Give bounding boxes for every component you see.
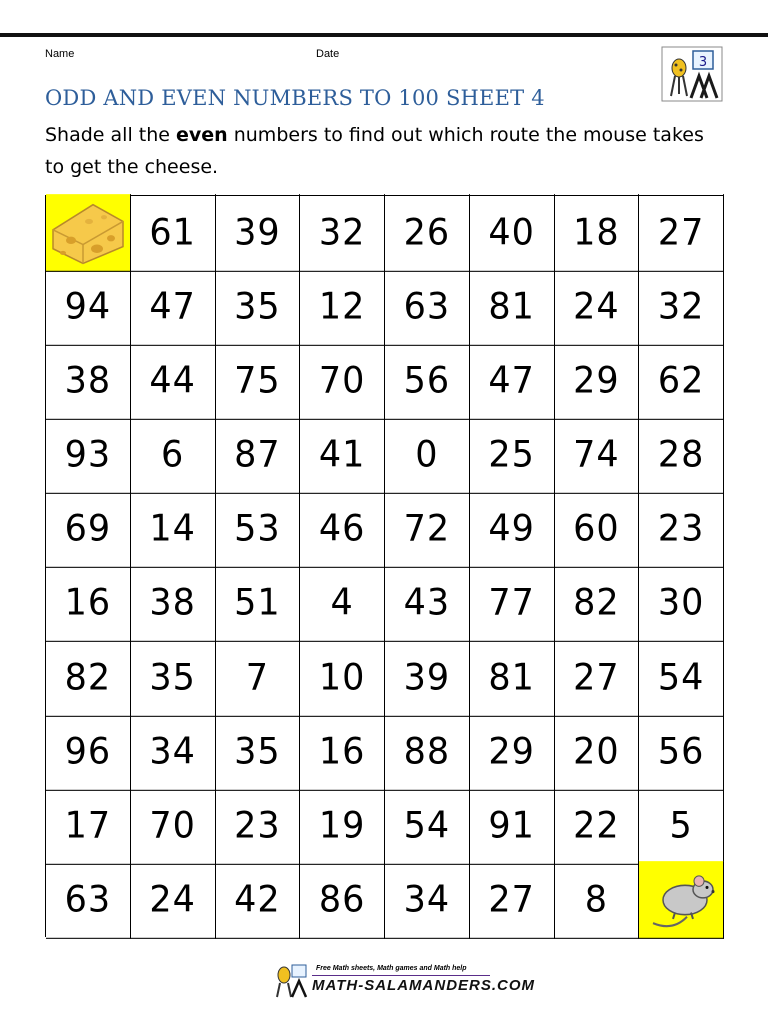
cheese-icon xyxy=(49,198,127,267)
grid-cell[interactable]: 51 xyxy=(216,565,301,643)
grid-cell[interactable]: 35 xyxy=(216,713,301,791)
grid-cell[interactable]: 61 xyxy=(131,194,216,272)
grid-cell[interactable]: 53 xyxy=(216,491,301,569)
grid-cell[interactable]: 29 xyxy=(470,713,555,791)
grid-cell[interactable]: 17 xyxy=(46,787,131,865)
grid-cell[interactable]: 88 xyxy=(385,713,470,791)
footer-site-link[interactable]: MATH-SALAMANDERS.COM xyxy=(312,977,536,994)
grid-cell[interactable]: 23 xyxy=(639,491,724,569)
grid-cell[interactable]: 30 xyxy=(639,565,724,643)
grid-cell[interactable]: 22 xyxy=(555,787,640,865)
grid-cell[interactable]: 27 xyxy=(639,194,724,272)
grid-cell[interactable]: 5 xyxy=(639,787,724,865)
grid-cell[interactable]: 96 xyxy=(46,713,131,791)
grid-cell[interactable]: 16 xyxy=(300,713,385,791)
instructions-emphasis: even xyxy=(176,124,228,146)
grid-cell[interactable]: 8 xyxy=(555,861,640,939)
instructions xyxy=(45,119,725,183)
grid-cell[interactable]: 35 xyxy=(131,639,216,717)
grid-cell[interactable]: 70 xyxy=(131,787,216,865)
grid-cell[interactable]: 70 xyxy=(300,342,385,420)
grid-cell[interactable]: 42 xyxy=(216,861,301,939)
grid-cell[interactable]: 54 xyxy=(385,787,470,865)
grid-cell[interactable]: 60 xyxy=(555,491,640,569)
grid-cell[interactable]: 20 xyxy=(555,713,640,791)
grid-cell[interactable]: 94 xyxy=(46,268,131,346)
grid-cell[interactable]: 43 xyxy=(385,565,470,643)
footer-salamander-icon xyxy=(272,963,310,999)
grid-cell[interactable]: 0 xyxy=(385,416,470,494)
grid-cell[interactable]: 34 xyxy=(131,713,216,791)
grid-cell[interactable]: 25 xyxy=(470,416,555,494)
grid-cell[interactable]: 47 xyxy=(131,268,216,346)
cheese-cell[interactable] xyxy=(46,194,131,272)
mouse-icon xyxy=(643,868,719,931)
mouse-cell[interactable] xyxy=(639,861,724,939)
instructions-before: Shade all the xyxy=(45,124,176,146)
grid-cell[interactable]: 47 xyxy=(470,342,555,420)
grid-cell[interactable]: 56 xyxy=(385,342,470,420)
grid-cell[interactable]: 86 xyxy=(300,861,385,939)
instructions-after: numbers to find out which route the mouse takes to get the cheese. xyxy=(45,124,704,178)
grid-cell[interactable]: 16 xyxy=(46,565,131,643)
grid-cell[interactable]: 62 xyxy=(639,342,724,420)
grid-cell[interactable]: 81 xyxy=(470,268,555,346)
grid-cell[interactable]: 28 xyxy=(639,416,724,494)
grid-cell[interactable]: 29 xyxy=(555,342,640,420)
grid-cell[interactable]: 32 xyxy=(300,194,385,272)
logo-grade-text: 3 xyxy=(698,55,708,70)
grid-cell[interactable]: 26 xyxy=(385,194,470,272)
grid-cell[interactable]: 63 xyxy=(46,861,131,939)
grid-cell[interactable]: 41 xyxy=(300,416,385,494)
footer-logo xyxy=(272,963,536,1001)
grid-cell[interactable]: 35 xyxy=(216,268,301,346)
grid-cell[interactable]: 38 xyxy=(46,342,131,420)
salamander-logo-icon xyxy=(661,46,723,102)
grid-cell[interactable]: 24 xyxy=(131,861,216,939)
grid-cell[interactable]: 39 xyxy=(216,194,301,272)
grid-cell[interactable]: 77 xyxy=(470,565,555,643)
grid-cell[interactable]: 40 xyxy=(470,194,555,272)
grid-cell[interactable]: 87 xyxy=(216,416,301,494)
grid-cell[interactable]: 72 xyxy=(385,491,470,569)
grid-cell[interactable]: 38 xyxy=(131,565,216,643)
grid-cell[interactable]: 93 xyxy=(46,416,131,494)
grid-cell[interactable]: 27 xyxy=(555,639,640,717)
grid-cell[interactable]: 19 xyxy=(300,787,385,865)
grid-cell[interactable]: 23 xyxy=(216,787,301,865)
grid-cell[interactable]: 54 xyxy=(639,639,724,717)
grid-cell[interactable]: 75 xyxy=(216,342,301,420)
footer-divider xyxy=(312,975,490,976)
grid-cell[interactable]: 32 xyxy=(639,268,724,346)
grid-cell[interactable]: 63 xyxy=(385,268,470,346)
grid-cell[interactable]: 4 xyxy=(300,565,385,643)
date-label: Date xyxy=(316,48,340,60)
grid-cell[interactable]: 39 xyxy=(385,639,470,717)
number-maze-grid xyxy=(45,195,724,937)
top-rule xyxy=(0,33,768,37)
grid-cell[interactable]: 82 xyxy=(555,565,640,643)
grid-cell[interactable]: 10 xyxy=(300,639,385,717)
footer-tagline: Free Math sheets, Math games and Math help xyxy=(316,965,467,972)
grid-cell[interactable]: 46 xyxy=(300,491,385,569)
grid-cell[interactable]: 12 xyxy=(300,268,385,346)
grid-cell[interactable]: 27 xyxy=(470,861,555,939)
grid-cell[interactable]: 7 xyxy=(216,639,301,717)
grid-cell[interactable]: 74 xyxy=(555,416,640,494)
grid-cell[interactable]: 56 xyxy=(639,713,724,791)
grid-cell[interactable]: 14 xyxy=(131,491,216,569)
grid-cell[interactable]: 18 xyxy=(555,194,640,272)
worksheet-title: ODD AND EVEN NUMBERS TO 100 SHEET 4 xyxy=(45,86,545,110)
grid-cell[interactable]: 34 xyxy=(385,861,470,939)
grid-cell[interactable]: 81 xyxy=(470,639,555,717)
grid-cell[interactable]: 69 xyxy=(46,491,131,569)
name-label: Name xyxy=(45,48,75,60)
grid-cell[interactable]: 44 xyxy=(131,342,216,420)
grid-cell[interactable]: 24 xyxy=(555,268,640,346)
grid-cell[interactable]: 91 xyxy=(470,787,555,865)
grid-cell[interactable]: 49 xyxy=(470,491,555,569)
grid-cell[interactable]: 6 xyxy=(131,416,216,494)
grid-cell[interactable]: 82 xyxy=(46,639,131,717)
